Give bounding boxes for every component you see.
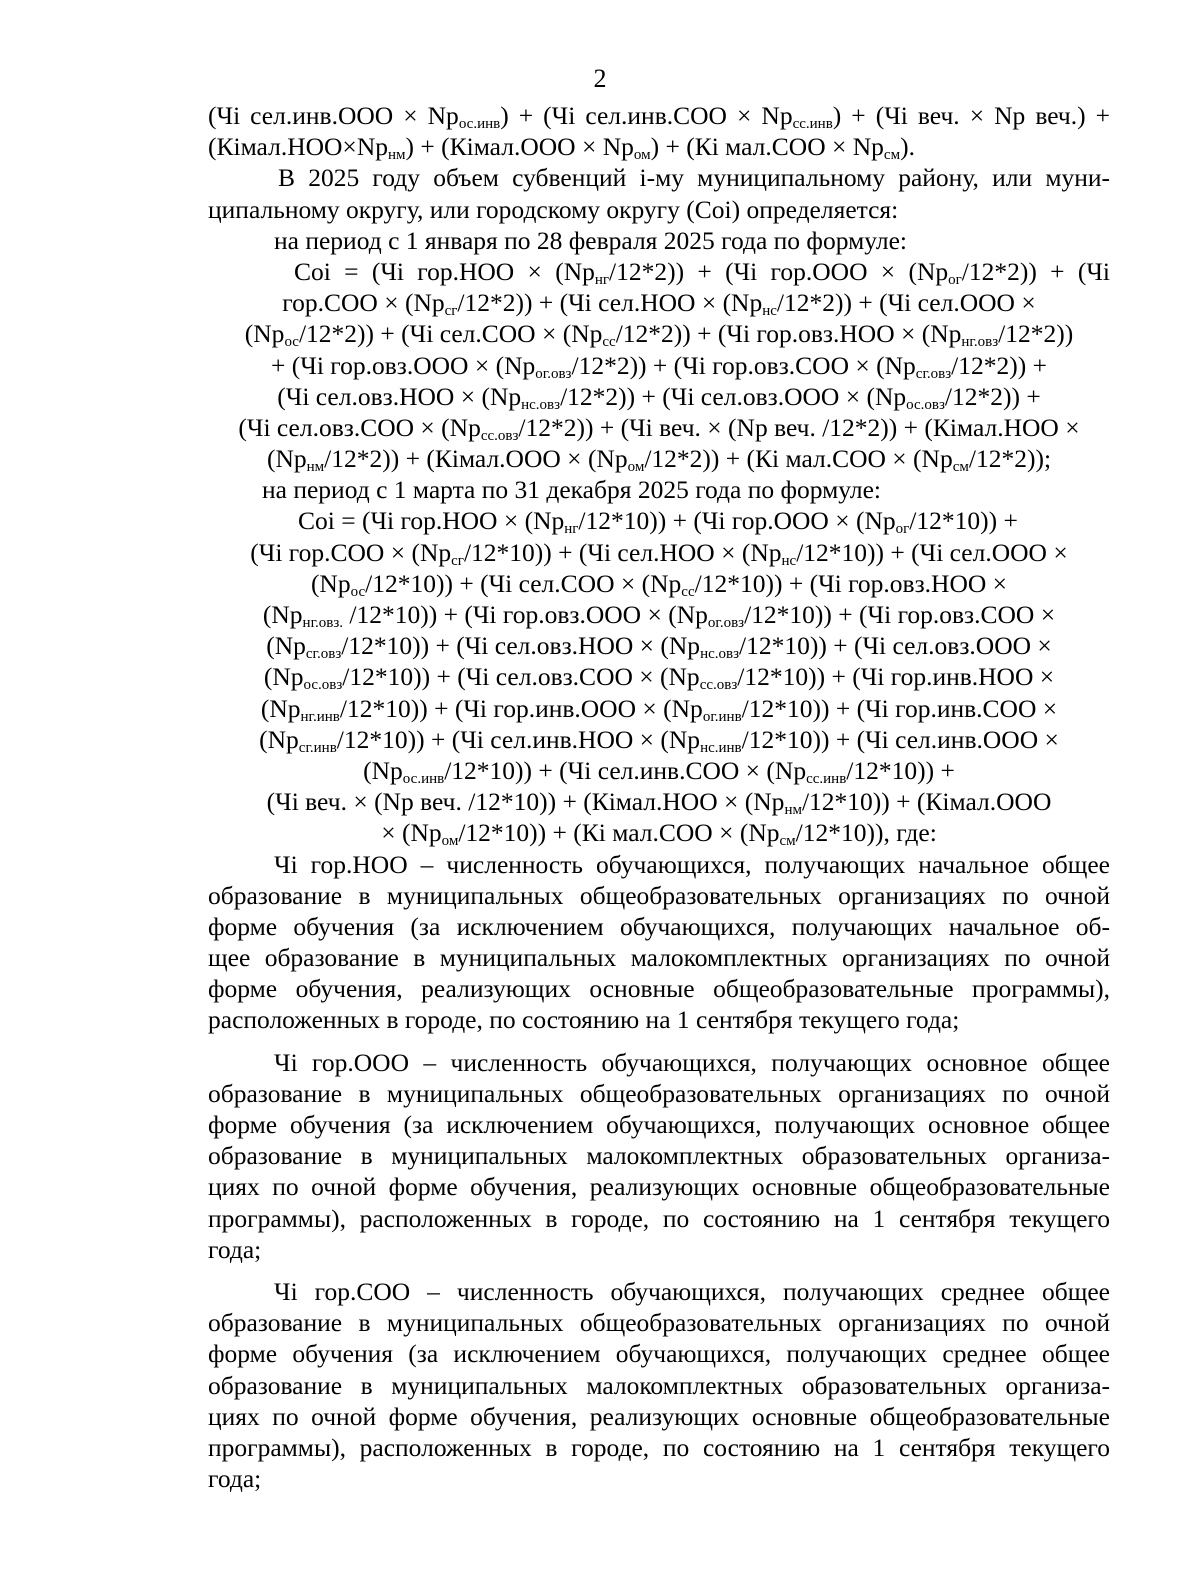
text-segment: (Чі сел.овз.СОО × (Np: [238, 412, 481, 442]
text-line: [208, 630, 1110, 661]
subscript: сг.овз: [305, 646, 342, 663]
subscript: нс: [781, 552, 797, 569]
text-line: [208, 412, 1110, 443]
text-segment: /12*10)) + (Чі гор.овз.ООО × (Np: [343, 600, 708, 629]
subscript: ог: [895, 521, 910, 538]
text-segment: /12*2)) + (Чі сел.НОО × (Np: [457, 288, 763, 318]
text-line: [208, 1004, 1110, 1035]
text-segment: форме обучения, реализующих основные общеобразовательные программы),: [208, 974, 1110, 1004]
text-segment: (Np: [266, 631, 306, 661]
text-segment: ) + (Чі сел.инв.СОО × Np: [500, 101, 793, 130]
text-line: [208, 1171, 1110, 1202]
text-segment: ).: [900, 132, 915, 162]
text-segment: щее образование в муниципальных малокомплектных организациях по очной: [208, 943, 1110, 973]
text-segment: (Кімал.НОО×Np: [208, 132, 388, 162]
text-segment: (Np: [363, 755, 403, 785]
subscript: ог.инв: [702, 708, 742, 725]
text-line: [208, 724, 1110, 755]
text-line: [208, 1203, 1110, 1234]
text-line: [208, 911, 1110, 942]
subscript: сс.овз: [480, 427, 519, 444]
text-segment: образование в муниципальных малокомплектных образовательных организа-: [208, 1141, 1110, 1171]
subscript: нс.инв: [700, 739, 742, 756]
text-line: [208, 1432, 1110, 1463]
text-segment: ципальному округу, или городскому округу (Соі) определяется:: [208, 194, 899, 224]
text-segment: (Np: [260, 693, 301, 723]
text-line: [208, 162, 1110, 193]
subscript: нг.инв: [300, 708, 340, 725]
text-segment: (Np: [310, 568, 351, 598]
subscript: ог: [948, 271, 962, 288]
text-segment: ) + (Кі мал.СОО × Np: [650, 132, 884, 162]
subscript: ос.овз: [906, 396, 945, 413]
subscript: нг: [594, 271, 610, 288]
subscript: нг.овз: [961, 334, 999, 351]
text-segment: /12*10)) + (Чі сел.овз.НОО × (Np: [341, 631, 701, 661]
text-line: [208, 817, 1110, 848]
text-segment: (Чі веч. × (Np веч. /12*10)) + (Кімал.НОО × (Np: [266, 787, 785, 817]
text-segment: (Чі гор.СОО × (Np: [250, 537, 452, 567]
subscript: сг.овз: [915, 365, 952, 382]
text-segment: (Чі сел.овз.НОО × (Np: [277, 381, 522, 411]
text-segment: (Np: [266, 444, 307, 474]
text-segment: /12*2)) +: [951, 350, 1047, 380]
text-segment: /12*2)) + (Чі гор.овз.СОО × (Np: [571, 350, 916, 380]
text-line: [208, 942, 1110, 973]
text-segment: /12*10)) + (Чі гор.инв.СОО ×: [741, 693, 1058, 723]
text-segment: /12*10)) + (Чі гор.инв.ООО × (Np: [339, 693, 703, 723]
text-line: [208, 849, 1110, 880]
text-segment: форме обучения (за исключением обучающихся, получающих основное общее: [208, 1110, 1110, 1139]
text-segment: /12*2));: [968, 444, 1052, 474]
subscript: ос: [350, 583, 366, 600]
text-segment: (Np: [259, 724, 299, 754]
text-segment: (Чі сел.инв.ООО × Np: [208, 101, 459, 130]
text-segment: /12*10)) + (Чі сел.инв.СОО × (Np: [444, 755, 807, 785]
text-line: [208, 973, 1110, 1004]
text-segment: образование в муниципальных общеобразовательных организациях по очной: [208, 880, 1110, 910]
text-segment: форме обучения (за исключением обучающихся, получающих начальное об-: [208, 911, 1110, 941]
text-segment: /12*10)), где:: [795, 818, 937, 848]
subscript: сс.инв: [806, 770, 847, 787]
text-segment: гор.СОО × (Np: [282, 288, 445, 318]
text-segment: /12*2)) + (Кімал.ООО × (Np: [324, 444, 628, 474]
subscript: сг: [451, 552, 464, 569]
text-segment: /12*10)) + (Кі мал.СОО × (Np: [458, 818, 780, 848]
text-segment: /12*10)) + (Чі гор.овз.СОО ×: [744, 600, 1056, 629]
text-segment: образование в муниципальных общеобразовательных организациях по очной: [208, 1078, 1110, 1108]
text-line: [208, 1047, 1110, 1078]
text-segment: /12*10)) + (Чі сел.инв.НОО × (Np: [336, 724, 701, 754]
subscript: ос: [284, 334, 299, 351]
text-line: [208, 1370, 1110, 1401]
subscript: ос.инв: [458, 116, 501, 132]
text-segment: циях по очной форме обучения, реализующих основные общеобразовательные: [208, 1401, 1110, 1431]
subscript: сс: [681, 583, 695, 600]
text-line: [208, 443, 1110, 474]
text-segment: /12*2)) + (Чі гор.ООО × (Np: [609, 256, 949, 286]
text-line: [208, 661, 1110, 692]
text-segment: Чі гор.НОО – численность обучающихся, получающих начальное общее: [274, 849, 1110, 879]
text-segment: ) + (Кімал.ООО × Np: [405, 132, 634, 162]
text-segment: года;: [208, 1234, 262, 1264]
text-segment: /12*10)) + (Кімал.ООО: [801, 787, 1052, 817]
text-segment: × (Np: [381, 818, 442, 848]
text-segment: /12*2)) + (Чі: [961, 256, 1110, 286]
text-segment: /12*10)) + (Чі сел.овз.ООО ×: [739, 631, 1052, 661]
subscript: нг: [564, 521, 579, 538]
text-segment: /12*10)) + (Чі сел.овз.СОО × (Np: [342, 662, 700, 692]
text-line: [208, 1109, 1110, 1140]
text-segment: на период с 1 марта по 31 декабря 2025 года по формуле:: [262, 475, 881, 505]
subscript: ом: [441, 833, 459, 850]
subscript: ог.овз: [535, 365, 572, 382]
subscript: сг.инв: [298, 739, 337, 756]
text-segment: /12*10)) + (Чі сел.ООО ×: [796, 537, 1068, 567]
subscript: ом: [627, 459, 645, 476]
text-line: [208, 287, 1110, 318]
text-segment: образование в муниципальных общеобразовательных организациях по очной: [208, 1308, 1110, 1338]
text-segment: программы), расположенных в городе, по состоянию на 1 сентября текущего: [208, 1432, 1110, 1462]
text-segment: /12*2)) + (Чі веч. × (Np веч. /12*2)) + (Кімал.НОО ×: [518, 412, 1080, 442]
text-segment: /12*10)) + (Чі гор.овз.НОО ×: [694, 568, 1008, 598]
paragraph-gap: [208, 1265, 1110, 1276]
subscript: сг: [444, 303, 458, 320]
text-line: [208, 786, 1110, 817]
text-segment: /12*10)) + (Чі сел.НОО × (Np: [463, 537, 782, 567]
text-line: [208, 1401, 1110, 1432]
text-segment: /12*10)) + (Чі сел.СОО × (Np: [365, 568, 682, 598]
text-segment: /12*10)) + (Чі гор.ООО × (Np: [578, 506, 896, 536]
text-segment: /12*2)) + (Чі сел.СОО × (Np: [298, 319, 603, 349]
text-segment: (Np: [263, 662, 304, 692]
text-segment: (Np: [262, 600, 303, 629]
subscript: ог.овз: [707, 615, 745, 631]
subscript: сс: [602, 334, 616, 351]
text-line: [208, 568, 1110, 599]
subscript: ом: [633, 147, 651, 164]
text-segment: /12*10)) + (Чі сел.инв.ООО ×: [741, 724, 1059, 754]
subscript: нм: [387, 147, 406, 164]
text-line: [208, 474, 1110, 505]
text-segment: В 2025 году объем субвенций і-му муниципальному району, или муни-: [278, 163, 1110, 193]
text-segment: Соі = (Чі гор.НОО × (Np: [294, 256, 595, 286]
text-segment: /12*2)) +: [944, 381, 1041, 411]
text-line: [208, 505, 1110, 536]
text-segment: /12*10)) +: [909, 506, 1018, 536]
subscript: сс.овз: [699, 677, 738, 694]
text-segment: /12*2)) + (Кі мал.СОО × (Np: [644, 444, 953, 474]
text-segment: (Np: [244, 319, 285, 349]
text-segment: /12*2)): [998, 319, 1074, 349]
paragraph-gap: [208, 1036, 1110, 1047]
text-segment: форме обучения (за исключением обучающихся, получающих среднее общее: [208, 1339, 1110, 1369]
text-line: [208, 131, 1110, 162]
text-line: [208, 318, 1110, 349]
text-segment: образование в муниципальных малокомплектных образовательных организа-: [208, 1370, 1110, 1400]
text-line: [208, 1140, 1110, 1171]
subscript: нс.овз: [521, 396, 561, 413]
text-segment: /12*2)) + (Чі сел.ООО ×: [776, 288, 1036, 318]
text-line: [208, 1307, 1110, 1338]
text-segment: Соі = (Чі гор.НОО × (Np: [298, 506, 565, 536]
subscript: см: [883, 147, 901, 164]
text-line: [208, 1234, 1110, 1265]
subscript: см: [779, 833, 796, 850]
subscript: см: [952, 459, 969, 476]
subscript: нс: [762, 303, 777, 320]
text-line: [208, 256, 1110, 287]
text-line: [208, 381, 1110, 412]
text-segment: на период с 1 января по 28 февраля 2025 года по формуле:: [274, 225, 907, 255]
text-segment: циях по очной форме обучения, реализующих основные общеобразовательные: [208, 1172, 1110, 1202]
text-segment: + (Чі гор.овз.ООО × (Np: [271, 350, 536, 380]
text-line: [208, 1276, 1110, 1307]
page-number: 2: [593, 64, 607, 93]
text-segment: ) + (Чі веч. × Np веч.) +: [832, 101, 1111, 130]
text-segment: программы), расположенных в городе, по состоянию на 1 сентября текущего: [208, 1203, 1110, 1233]
subscript: нс.овз: [700, 646, 740, 663]
text-line: [208, 1338, 1110, 1369]
subscript: нм: [306, 459, 325, 476]
text-line: [208, 194, 1110, 225]
subscript: нм: [784, 802, 802, 819]
text-line: [208, 880, 1110, 911]
text-line: [208, 537, 1110, 568]
text-segment: /12*2)) + (Чі сел.овз.ООО × (Np: [560, 381, 907, 411]
subscript: ос.инв: [402, 770, 445, 787]
document-body: [208, 100, 1110, 1494]
text-line: [208, 693, 1110, 724]
text-segment: /12*10)) + (Чі гор.инв.НОО ×: [737, 662, 1055, 692]
text-segment: Чі гор.ООО – численность обучающихся, получающих основное общее: [274, 1047, 1110, 1077]
text-line: [208, 1463, 1110, 1494]
text-line: [208, 100, 1110, 131]
text-line: [208, 755, 1110, 786]
text-segment: /12*2)) + (Чі гор.овз.НОО × (Np: [615, 319, 962, 349]
subscript: нг.овз.: [302, 615, 344, 631]
text-line: [208, 350, 1110, 381]
text-line: [208, 599, 1110, 630]
text-line: [208, 1078, 1110, 1109]
text-line: [208, 225, 1110, 256]
text-segment: расположенных в городе, по состоянию на 1 сентября текущего года;: [208, 1005, 960, 1035]
text-segment: /12*10)) +: [846, 755, 955, 785]
text-segment: Чі гор.СОО – численность обучающихся, получающих среднее общее: [274, 1276, 1110, 1306]
text-segment: года;: [208, 1464, 262, 1494]
subscript: сс.инв: [792, 116, 833, 132]
subscript: ос.овз: [303, 677, 343, 694]
